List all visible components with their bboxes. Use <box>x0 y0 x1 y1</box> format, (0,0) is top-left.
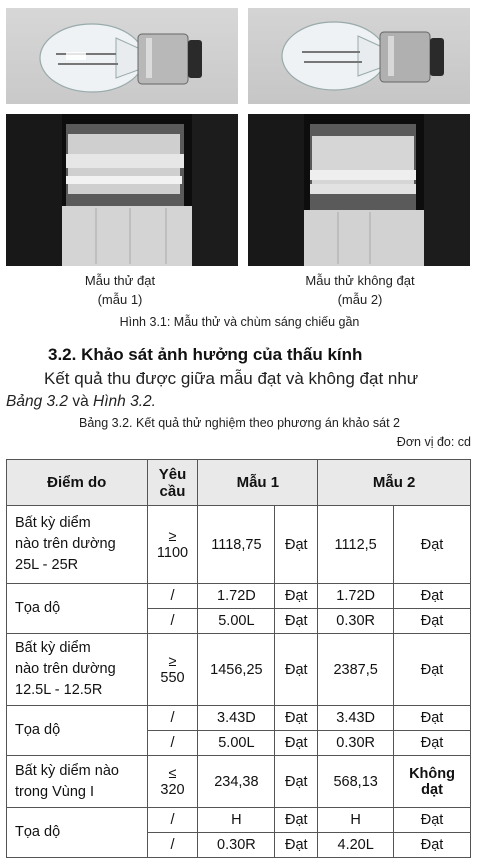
desc-line: nào trên dường <box>15 536 116 552</box>
section-heading: 3.2. Khảo sát ảnh hưởng của thấu kính <box>48 345 363 364</box>
requirement-cell <box>147 756 198 808</box>
sample-1-result: Đạt <box>275 731 318 756</box>
sample-2-result: Đạt <box>394 833 471 858</box>
requirement-cell: / <box>147 584 198 609</box>
sample-1-value: 3.43D <box>198 706 275 731</box>
point-description: Tọa dộ <box>7 584 148 634</box>
sample-2-value: 2387,5 <box>318 634 394 706</box>
desc-line: trong Vùng I <box>15 783 94 800</box>
requirement-cell <box>147 506 198 584</box>
header-point: Điểm do <box>7 460 148 506</box>
requirement-operator: ≤ <box>168 765 177 782</box>
sample-1-result: Đạt <box>275 833 318 858</box>
sample-1-result: Đạt <box>275 706 318 731</box>
sample-2-result: Đạt <box>394 808 471 833</box>
sample-1-result: Đạt <box>275 756 318 808</box>
table-row <box>7 706 471 731</box>
requirement-value: 1100 <box>156 544 189 561</box>
requirement-cell <box>147 634 198 706</box>
results-table <box>6 459 471 858</box>
sample-1-value: 5.00L <box>198 731 275 756</box>
header-requirement <box>147 460 198 506</box>
sample-1-value: 234,38 <box>198 756 275 808</box>
desc-line: 25L - 25R <box>15 557 79 573</box>
sample-2-value: 3.43D <box>318 706 394 731</box>
sample-2-value: 1.72D <box>318 584 394 609</box>
desc-line: Bất kỳ diểm <box>15 515 91 531</box>
sample-2-value: H <box>318 808 394 833</box>
paragraph-conjunction: và <box>68 393 94 410</box>
sample-2-beam-photo <box>248 114 470 266</box>
sample-1-value: 5.00L <box>198 609 275 634</box>
sample-1-result: Đạt <box>275 634 318 706</box>
sample-2-result: Đạt <box>394 609 471 634</box>
sample-1-label-line1: Mẫu thử đạt <box>84 273 156 288</box>
sample-1-value: 1456,25 <box>198 634 275 706</box>
result-line: Không <box>409 765 455 782</box>
table-reference: Bảng 3.2 <box>6 393 69 410</box>
sample-2-result <box>394 756 471 808</box>
requirement-operator: ≥ <box>168 528 177 545</box>
sample-1-bulb-photo <box>6 8 238 104</box>
sample-2-value: 1112,5 <box>318 506 394 584</box>
sample-1-value: H <box>198 808 275 833</box>
desc-line: 12.5L - 12.5R <box>15 682 103 698</box>
sample-1-result: Đạt <box>275 609 318 634</box>
sample-2-result: Đạt <box>394 634 471 706</box>
header-sample-1: Mẫu 1 <box>198 460 318 506</box>
sample-2-result: Đạt <box>394 706 471 731</box>
point-description <box>7 756 148 808</box>
desc-line: Bất kỳ diểm <box>15 640 91 656</box>
sample-1-result: Đạt <box>275 808 318 833</box>
requirement-value: 550 <box>160 669 185 686</box>
unit-note: Đơn vị đo: cd <box>396 435 471 449</box>
sample-1-value: 1118,75 <box>198 506 275 584</box>
sample-2-result: Đạt <box>394 731 471 756</box>
table-row <box>7 756 471 808</box>
requirement-cell: / <box>147 808 198 833</box>
table-row <box>7 808 471 833</box>
point-description <box>7 506 148 584</box>
sample-1-result: Đạt <box>275 584 318 609</box>
table-caption: Bảng 3.2. Kết quả thử nghiệm theo phương án khảo sát 2 <box>79 416 400 430</box>
table-row <box>7 584 471 609</box>
result-line: dạt <box>421 781 443 798</box>
point-description: Tọa dộ <box>7 706 148 756</box>
requirement-cell: / <box>147 833 198 858</box>
desc-line: Bất kỳ diểm nào <box>15 762 119 779</box>
sample-2-value: 4.20L <box>318 833 394 858</box>
point-description <box>7 634 148 706</box>
paragraph-line-1: Kết quả thu được giữa mẫu đạt và không đạt như <box>44 369 419 388</box>
sample-2-bulb-photo <box>248 8 470 104</box>
header-requirement-line2: cầu <box>159 482 186 500</box>
figure-reference: Hình 3.2. <box>93 393 156 410</box>
header-sample-2: Mẫu 2 <box>318 460 471 506</box>
requirement-cell: / <box>147 706 198 731</box>
paragraph-line-2 <box>6 393 156 411</box>
figure-caption: Hình 3.1: Mẫu thử và chùm sáng chiếu gần <box>119 315 360 329</box>
table-row <box>7 506 471 584</box>
sample-1-beam-photo <box>6 114 238 266</box>
sample-2-label-line1: Mẫu thử không đạt <box>305 273 415 288</box>
sample-1-result: Đạt <box>275 506 318 584</box>
table-row <box>7 634 471 706</box>
requirement-operator: ≥ <box>168 653 177 670</box>
sample-2-label <box>270 271 450 309</box>
sample-2-value: 568,13 <box>318 756 394 808</box>
sample-2-value: 0.30R <box>318 731 394 756</box>
sample-2-label-line2: (mẫu 2) <box>337 292 383 307</box>
sample-1-label <box>40 271 200 309</box>
sample-1-value: 1.72D <box>198 584 275 609</box>
requirement-value: 320 <box>160 781 185 798</box>
table-header-row <box>7 460 471 506</box>
sample-2-result: Đạt <box>394 584 471 609</box>
sample-2-result: Đạt <box>394 506 471 584</box>
desc-line: nào trên dường <box>15 661 116 677</box>
sample-2-value: 0.30R <box>318 609 394 634</box>
sample-1-value: 0.30R <box>198 833 275 858</box>
point-description: Tọa dộ <box>7 808 148 858</box>
requirement-cell: / <box>147 731 198 756</box>
header-requirement-line1: Yêu <box>158 465 187 483</box>
sample-1-label-line2: (mẫu 1) <box>97 292 143 307</box>
requirement-cell: / <box>147 609 198 634</box>
